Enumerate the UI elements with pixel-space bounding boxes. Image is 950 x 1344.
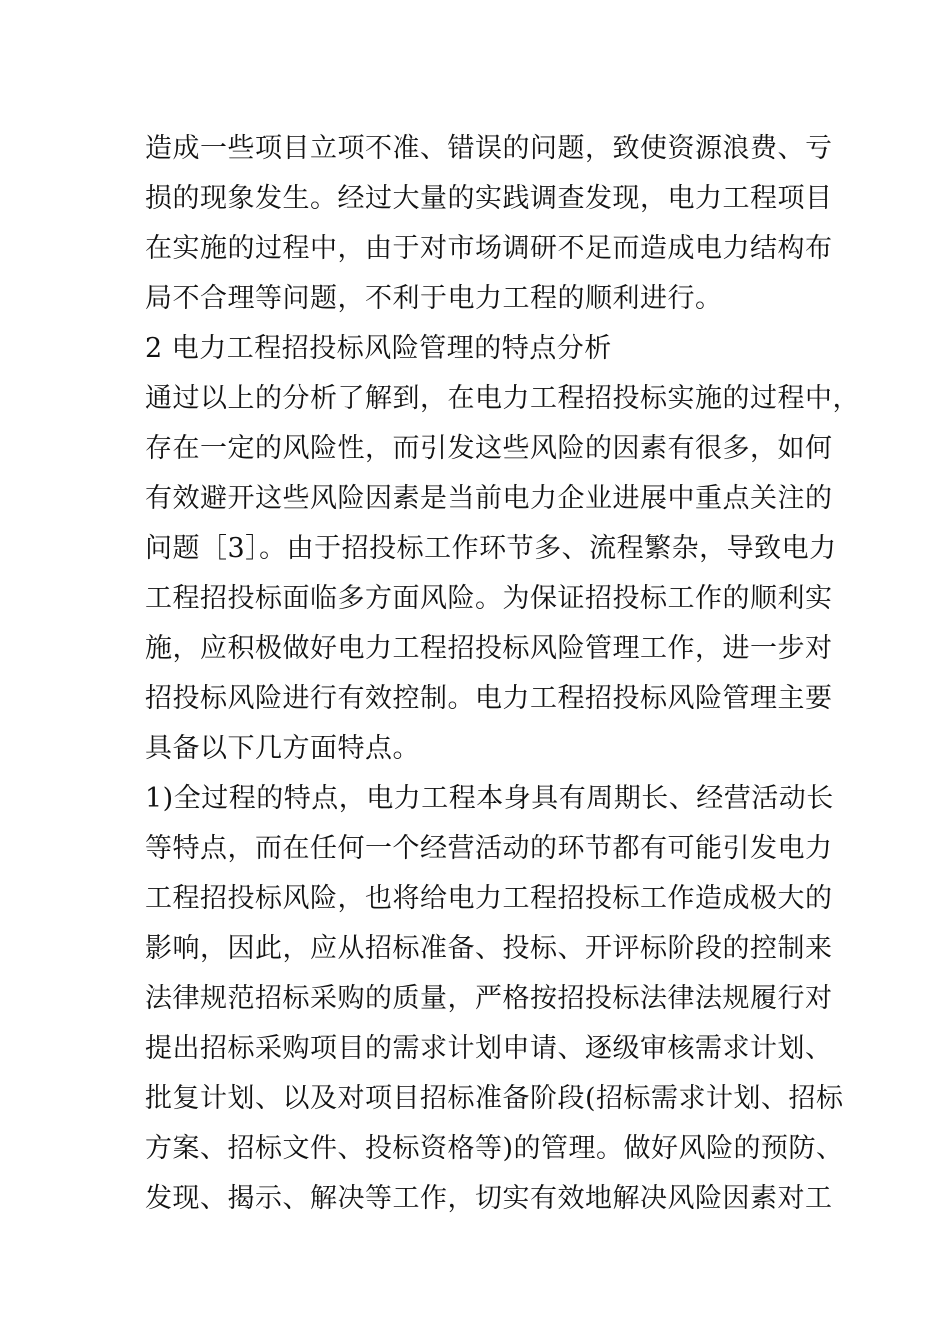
text-line: 招投标风险进行有效控制。电力工程招投标风险管理主要 (145, 683, 833, 714)
text-line: 局不合理等问题，不利于电力工程的顺利进行。 (145, 283, 723, 314)
text-line: 施，应积极做好电力工程招投标风险管理工作，进一步对 (145, 633, 833, 664)
text-line: 损的现象发生。经过大量的实践调查发现，电力工程项目 (145, 183, 833, 214)
section-heading: 2 电力工程招投标风险管理的特点分析 (145, 333, 612, 364)
text-line: 法律规范招标采购的质量，严格按招投标法律法规履行对 (145, 983, 833, 1014)
text-line: 发现、揭示、解决等工作，切实有效地解决风险因素对工 (145, 1183, 833, 1214)
text-line: 通过以上的分析了解到，在电力工程招投标实施的过程中， (145, 383, 860, 414)
text-line: 影响，因此，应从招标准备、投标、开评标阶段的控制来 (145, 933, 833, 964)
text-line: 方案、招标文件、投标资格等)的管理。做好风险的预防、 (145, 1133, 844, 1164)
text-line: 工程招投标风险，也将给电力工程招投标工作造成极大的 (145, 883, 833, 914)
text-line: 存在一定的风险性，而引发这些风险的因素有很多，如何 (145, 433, 833, 464)
text-line: 在实施的过程中，由于对市场调研不足而造成电力结构布 (145, 233, 833, 264)
text-line: 造成一些项目立项不准、错误的问题，致使资源浪费、亏 (145, 133, 833, 164)
text-line: 批复计划、以及对项目招标准备阶段(招标需求计划、招标 (145, 1083, 844, 1114)
text-line: 等特点，而在任何一个经营活动的环节都有可能引发电力 (145, 833, 833, 864)
text-line: 有效避开这些风险因素是当前电力企业进展中重点关注的 (145, 483, 833, 514)
text-line: 1)全过程的特点，电力工程本身具有周期长、经营活动长 (145, 783, 834, 814)
text-line: 问题［3］。由于招投标工作环节多、流程繁杂，导致电力 (145, 533, 837, 564)
document-body (145, 124, 860, 1224)
text-line: 具备以下几方面特点。 (145, 733, 420, 764)
text-line: 提出招标采购项目的需求计划申请、逐级审核需求计划、 (145, 1033, 833, 1064)
text-line: 工程招投标面临多方面风险。为保证招投标工作的顺利实 (145, 583, 833, 614)
